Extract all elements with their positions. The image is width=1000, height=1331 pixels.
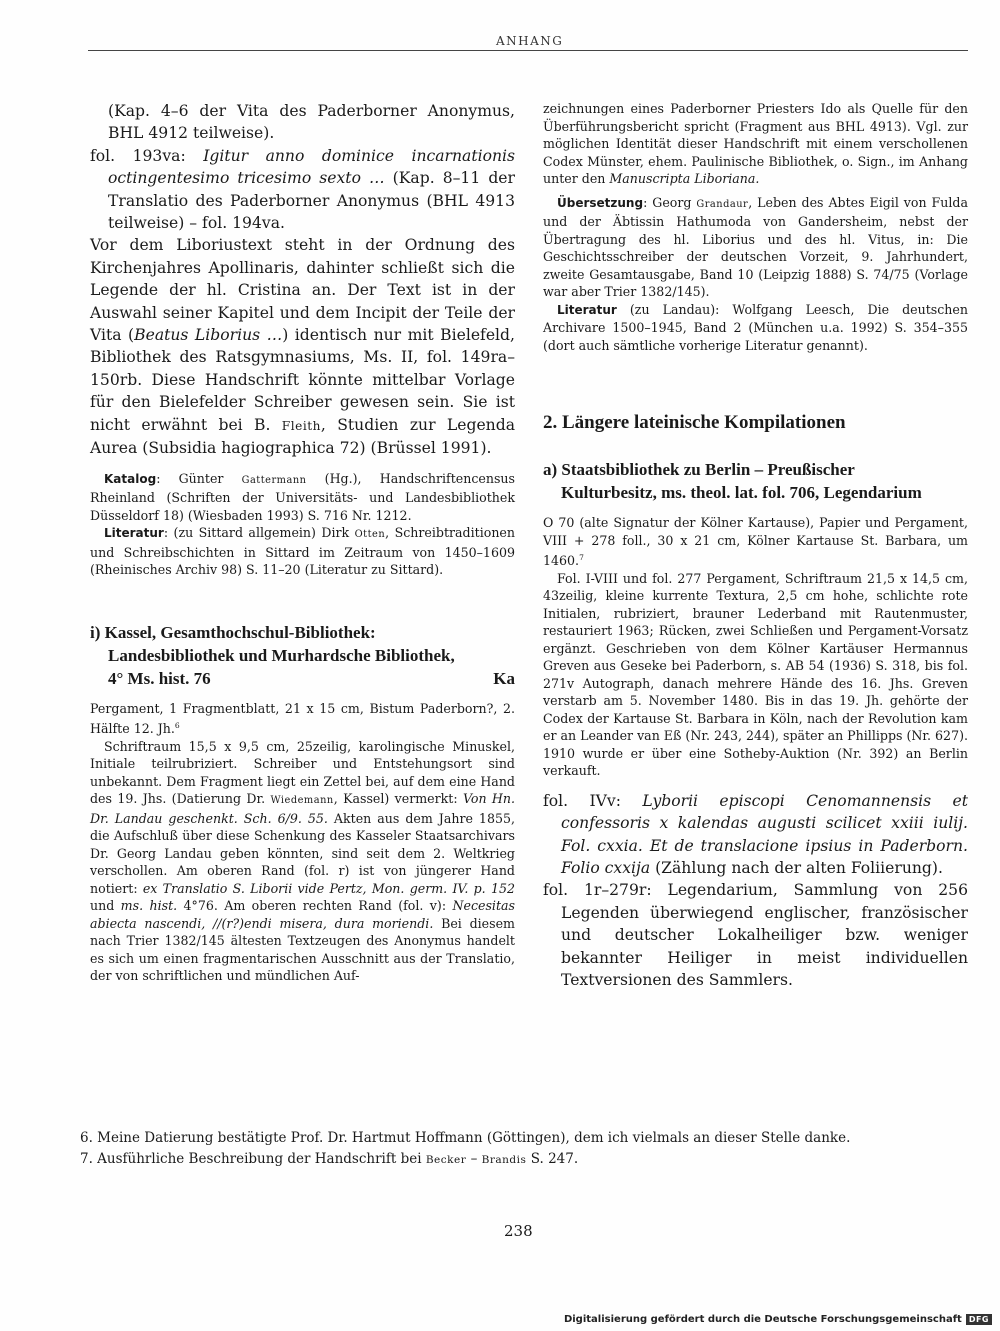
section-heading-i: i) Kassel, Gesamthochschul-Bibliothek: Landesbibliothek und Murhardsche Bibliothek, 4° Ms. hist. 76 Ka (90, 622, 515, 688)
uebersetzung-entry: Übersetzung: Georg Grandaur, Leben des Abtes Eigil von Fulda und der Äbtissin Hathumoda von Gandersheim, nebst der Übertragung des hl. Liborius und des hl. Vitus, in: Die Geschichtsschreiber der deutschen Vorzeit, 9. Jahrhundert, zweite Gesamtausgabe, Band 10 (Leipzig 1888) S. 74/75 (Vorlage war aber Trier 1382/145). (543, 194, 968, 299)
section-heading-2: 2. Längere lateinische Kompilationen (543, 412, 846, 433)
paragraph: Schriftraum 15,5 x 9,5 cm, 25zeilig, karolingische Minuskel, Initiale teilrubriziert. Schreiber und Entstehungsort sind unbekannt. Dem Fragment liegt ein Zettel bei, auf dem eine Hand des 19. Jhs. (Datierung Dr. Wiedemann, Kassel) vermerkt: Von Hn. Dr. Landau geschenkt. Sch. 6/9. 55. Akten aus dem Jahre 1855, die Aufschluß über diese Schenkung des Kasseler Staatsarchivars Dr. Georg Landau geben könnten, sind seit dem 2. Weltkrieg verschollen. Am oberen Rand (fol. r) ist von jüngerer Hand notiert: ex Translatio S. Liborii vide Pertz, Mon. germ. IV. p. 152 und ms. hist. 4°76. Am oberen rechten Rand (fol. v): Necesitas abiecta nascendi, //(r?)endi misera, dura moriendi. Bei diesem nach Trier 1382/145 ältesten Textzeugen des Anonymus handelt es sich um einen fragmentarischen Ausschnitt aus der Translatio, der von schriftlichen und mündlichen Auf- (90, 738, 516, 984)
right-top-body (543, 100, 968, 354)
right-column (543, 100, 968, 991)
page-number: 238 (504, 1222, 533, 1240)
paragraph: Vor dem Liboriustext steht in der Ordnung des Kirchenjahres Apollinaris, dahinter schließt sich die Legende der hl. Cristina an. Der Text ist in der Auswahl seiner Kapitel und dem Incipit der Teile der Vita (Beatus Liborius …) identisch nur mit Bielefeld, Bibliothek des Ratsgymnasiums, Ms. II, fol. 149ra–150rb. Diese Handschrift könnte mittelbar Vorlage für den Bielefelder Schreiber gewesen sein. Sie ist nicht erwähnt bei B. Fleith, Studien zur Legenda Aurea (Subsidia hagiographica 72) (Brüssel 1991). (90, 236, 516, 458)
section-a-body (543, 514, 968, 780)
funding-credit (564, 1314, 992, 1325)
siglum: Ka (493, 668, 515, 688)
footnotes (80, 1128, 980, 1171)
section-i-body (90, 700, 515, 985)
footnote-7: 7. Ausführliche Beschreibung der Handschrift bei Becker – Brandis S. 247. (80, 1151, 579, 1167)
paragraph: Fol. I-VIII und fol. 277 Pergament, Schriftraum 21,5 x 14,5 cm, 43zeilig, kleine kurrente Textura, 2,5 cm hohe, schlichte rote Initialen, rubriziert, brauner Lederband mit Rautenmuster, restauriert 1963; Rücken, zwei Schließen und Pergament-Vorsatz ergänzt. Geschrieben von dem Kölner Kartäuser Hermannus Greven aus Geseke bei Paderborn, s. AB 54 (1936) S. 318, bis fol. 271v Autograph, danach mehrere Hände des 16. Jhs. Greven verstarb am 5. November 1480. Bis in das 19. Jh. gehörte der Codex der Kartause St. Barbara in Köln, nach der Revolution kam er an Leander van Eß (Nr. 243, 244), später an Phillipps (Nr. 627). 1910 wurde er über eine Sotheby-Auktion (Nr. 392) an Berlin verkauft. (543, 570, 969, 779)
paragraph: zeichnungen eines Paderborner Priesters Ido als Quelle für den Überführungsbericht spricht (Fragment aus BHL 4913). Vgl. zur möglichen Identität dieser Handschrift mit einem verschollenen Codex Münster, ehem. Paulinische Bibliothek, o. Sign., im Anhang unter den Manuscripta Liboriana. (543, 101, 968, 186)
left-body (90, 100, 515, 460)
section-a-contents (543, 790, 968, 992)
dfg-logo-icon: DFG (966, 1314, 992, 1325)
paragraph: fol. 193va: Igitur anno dominice incarnationis octingentesimo tricesimo sexto … (Kap. 8–11 der Translatio des Paderborner Anonymus (BHL 4913 teilweise) – fol. 194va. (90, 146, 515, 233)
katalog-entry: Katalog: Günter Gattermann (Hg.), Handschriftencensus Rheinland (Schriften der Universitäts- und Landesbibliothek Düsseldorf 18) (Wiesbaden 1993) S. 716 Nr. 1212. (90, 470, 515, 523)
paragraph: fol. 1r–279r: Legendarium, Sammlung von 256 Legenden überwiegend englischer, französischer und deutscher Lokalheiliger bzw. weniger bekannter Heiliger in meist individuellen Textversionen des Sammlers. (543, 881, 968, 989)
header-rule (88, 50, 968, 51)
literatur-entry: Literatur: (zu Sittard allgemein) Dirk Otten, Schreibtraditionen und Schreibschichten in Sittard im Zeitraum von 1450–1609 (Rheinisches Archiv 98) S. 11–20 (Literatur zu Sittard). (90, 525, 515, 577)
paragraph: (Kap. 4–6 der Vita des Paderborner Anonymus, BHL 4912 teilweise). (108, 102, 515, 143)
credit-text: Digitalisierung gefördert durch die Deutsche Forschungsgemeinschaft (563, 1314, 962, 1325)
paragraph: Pergament, 1 Fragmentblatt, 21 x 15 cm, Bistum Paderborn?, 2. Hälfte 12. Jh.$^6$ (90, 700, 515, 737)
paragraph: fol. IVv: Lyborii episcopi Cenomannensis et confessoris x kalendas augusti scilicet xxiii iulij. Fol. cxxia. Et de translacione ipsius in Paderborn. Folio cxxija (Zählung nach der alten Foliierung). (543, 791, 968, 877)
left-bibliography (90, 470, 515, 579)
running-head: ANHANG (496, 34, 564, 48)
left-column (90, 100, 515, 985)
footnote-6: 6. Meine Datierung bestätigte Prof. Dr. Hartmut Hoffmann (Göttingen), dem ich vielmals an dieser Stelle danke. (80, 1130, 851, 1146)
section-heading-a: a) Staatsbibliothek zu Berlin – Preußischer Kulturbesitz, ms. theol. lat. fol. 706, Legendarium (543, 460, 922, 502)
paragraph: O 70 (alte Signatur der Kölner Kartause), Papier und Pergament, VIII + 278 foll., 30 x 21 cm, Kölner Kartause St. Barbara, um 1460.$^7$ (543, 515, 968, 569)
literatur-entry: Literatur (zu Landau): Wolfgang Leesch, Die deutschen Archivare 1500–1945, Band 2 (München u.a. 1992) S. 354–355 (dort auch sämtliche vorherige Literatur genannt). (543, 301, 968, 353)
